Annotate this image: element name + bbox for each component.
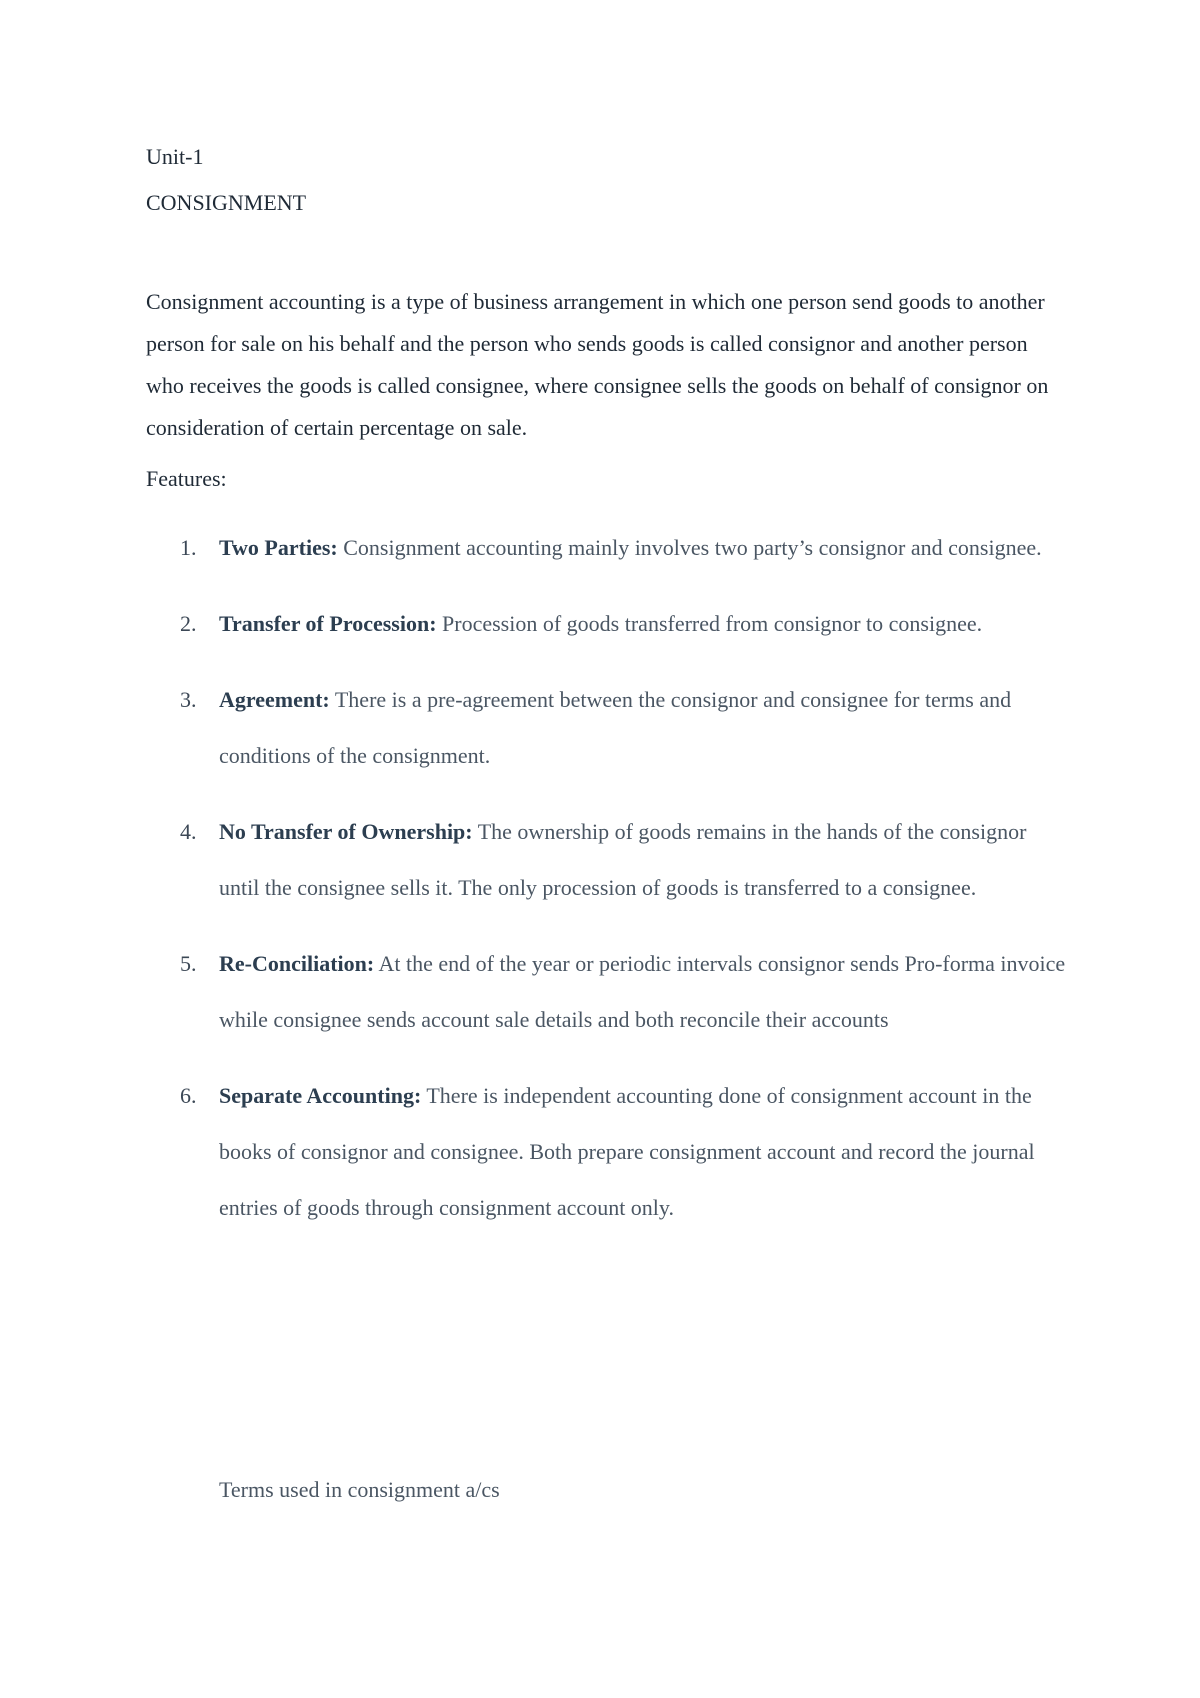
document-title: CONSIGNMENT: [146, 190, 307, 215]
feature-term: Re-Conciliation:: [219, 951, 375, 976]
features-label: Features:: [146, 466, 227, 491]
feature-item: [0, 804, 1200, 916]
feature-term: Transfer of Procession:: [219, 611, 437, 636]
feature-item: [0, 936, 1200, 1048]
intro-paragraph: Consignment accounting is a type of business arrangement in which one person send goods to another person for sale on his behalf and the person who sends goods is called consignor and another person who receives the goods is called consignee, where consignee sells the goods on behalf of consignor on consideration of certain percentage on sale.: [146, 289, 1049, 440]
feature-text: [219, 936, 1069, 1048]
feature-term: No Transfer of Ownership:: [219, 819, 473, 844]
feature-number: 4.: [180, 819, 197, 844]
feature-description: Consignment accounting mainly involves two party’s consignor and consignee.: [337, 535, 1042, 560]
feature-description: There is independent accounting done of consignment account in the books of consignor and consignee. Both prepare consignment account and record the journal entries of goods through consignment account only.: [219, 1083, 1035, 1220]
features-list: [0, 520, 1200, 1256]
feature-number: 3.: [180, 687, 197, 712]
unit-label: Unit-1: [146, 144, 204, 169]
feature-number: 5.: [180, 951, 197, 976]
feature-term: Separate Accounting:: [219, 1083, 422, 1108]
feature-text: [219, 596, 1069, 652]
feature-text: [219, 804, 1069, 916]
feature-term: Agreement:: [219, 687, 330, 712]
feature-text: [219, 1068, 1069, 1236]
feature-item: [0, 1068, 1200, 1236]
feature-text: [219, 520, 1069, 576]
feature-item: [0, 520, 1200, 576]
feature-description: The ownership of goods remains in the hands of the consignor until the consignee sells it. The only procession of goods is transferred to a consignee.: [219, 819, 1027, 900]
feature-number: 6.: [180, 1083, 197, 1108]
feature-item: [0, 672, 1200, 784]
feature-description: At the end of the year or periodic intervals consignor sends Pro-forma invoice while consignee sends account sale details and both reconcile their accounts: [219, 951, 1066, 1032]
feature-description: Procession of goods transferred from consignor to consignee.: [436, 611, 983, 636]
feature-term: Two Parties:: [219, 535, 338, 560]
feature-item: [0, 596, 1200, 652]
feature-text: [219, 672, 1069, 784]
terms-heading: Terms used in consignment a/cs: [219, 1477, 500, 1502]
feature-description: There is a pre-agreement between the consignor and consignee for terms and conditions of the consignment.: [219, 687, 1012, 768]
feature-number: 1.: [180, 535, 197, 560]
feature-number: 2.: [180, 611, 197, 636]
